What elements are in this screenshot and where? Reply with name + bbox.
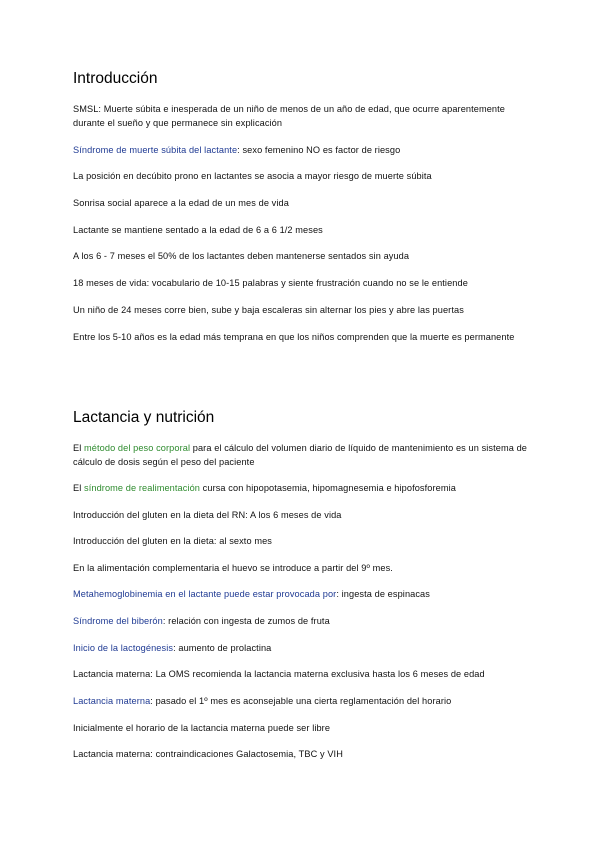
paragraph-text: : sexo femenino NO es factor de riesgo (237, 145, 401, 155)
paragraph-text: Lactante se mantiene sentado a la edad de 6 a 6 1/2 meses (73, 225, 323, 235)
paragraph-text: : relación con ingesta de zumos de fruta (162, 616, 330, 626)
section-title: Lactancia y nutrición (73, 409, 215, 426)
paragraph-text: para el cálculo del volumen diario de líquido de mantenimiento es un sistema de cálculo de dosis según el peso del paciente (73, 443, 528, 467)
paragraph (73, 197, 533, 211)
paragraph-text: Lactancia materna: La OMS recomienda la lactancia materna exclusiva hasta los 6 meses de edad (73, 669, 485, 679)
paragraph-text: cursa con hipopotasemia, hipomagnesemia e hipofosforemia (200, 483, 456, 493)
highlighted-term: Síndrome de muerte súbita del lactante (73, 145, 238, 155)
paragraph (73, 509, 533, 523)
paragraph (73, 304, 533, 318)
paragraph-text: El (73, 483, 85, 493)
paragraph-text: La posición en decúbito prono en lactantes se asocia a mayor riesgo de muerte súbita (73, 171, 432, 181)
highlighted-term: Lactancia materna (73, 696, 151, 706)
paragraph-text: : ingesta de espinacas (336, 589, 430, 599)
paragraph-text: : aumento de prolactina (173, 643, 272, 653)
paragraph-text: : pasado el 1º mes es aconsejable una cierta reglamentación del horario (150, 696, 452, 706)
paragraph (73, 250, 533, 264)
paragraph-text: Entre los 5-10 años es la edad más temprana en que los niños comprenden que la muerte es permanente (73, 332, 515, 342)
paragraph-text: Un niño de 24 meses corre bien, sube y baja escaleras sin alternar los pies y abre las puertas (73, 305, 464, 315)
paragraph (73, 224, 533, 238)
paragraph (73, 695, 533, 709)
paragraph (73, 103, 533, 130)
paragraph (73, 668, 533, 682)
paragraph-text: En la alimentación complementaria el huevo se introduce a partir del 9º mes. (73, 563, 393, 573)
paragraph-text: Sonrisa social aparece a la edad de un mes de vida (73, 198, 289, 208)
paragraph (73, 442, 533, 469)
paragraph (73, 331, 533, 345)
highlighted-term: Inicio de la lactogénesis (73, 643, 174, 653)
highlighted-term: Metahemoglobinemia en el lactante puede estar provocada por (73, 589, 337, 599)
paragraph (73, 642, 533, 656)
paragraph-text: El (73, 443, 85, 453)
paragraph-text: Introducción del gluten en la dieta: al sexto mes (73, 536, 272, 546)
section-title: Introducción (73, 70, 158, 87)
paragraph-text: Lactancia materna: contraindicaciones Galactosemia, TBC y VIH (73, 749, 343, 759)
paragraph-text: A los 6 - 7 meses el 50% de los lactantes deben mantenerse sentados sin ayuda (73, 251, 410, 261)
highlighted-term: Síndrome del biberón (73, 616, 163, 626)
paragraph-text: SMSL: Muerte súbita e inesperada de un niño de menos de un año de edad, que ocurre aparentemente durante el sueño y que permanece sin explicación (73, 104, 506, 128)
paragraph-text: Introducción del gluten en la dieta del RN: A los 6 meses de vida (73, 510, 342, 520)
paragraph (73, 562, 533, 576)
paragraph (73, 277, 533, 291)
paragraph (73, 144, 533, 158)
paragraph (73, 482, 533, 496)
paragraph (73, 588, 533, 602)
paragraph-text: 18 meses de vida: vocabulario de 10-15 palabras y siente frustración cuando no se le entiende (73, 278, 468, 288)
paragraph (73, 535, 533, 549)
highlighted-term: síndrome de realimentación (84, 483, 201, 493)
paragraph (73, 748, 533, 762)
paragraph (73, 615, 533, 629)
highlighted-term: método del peso corporal (84, 443, 191, 453)
paragraph (73, 170, 533, 184)
paragraph-text: Inicialmente el horario de la lactancia materna puede ser libre (73, 723, 331, 733)
paragraph (73, 722, 533, 736)
